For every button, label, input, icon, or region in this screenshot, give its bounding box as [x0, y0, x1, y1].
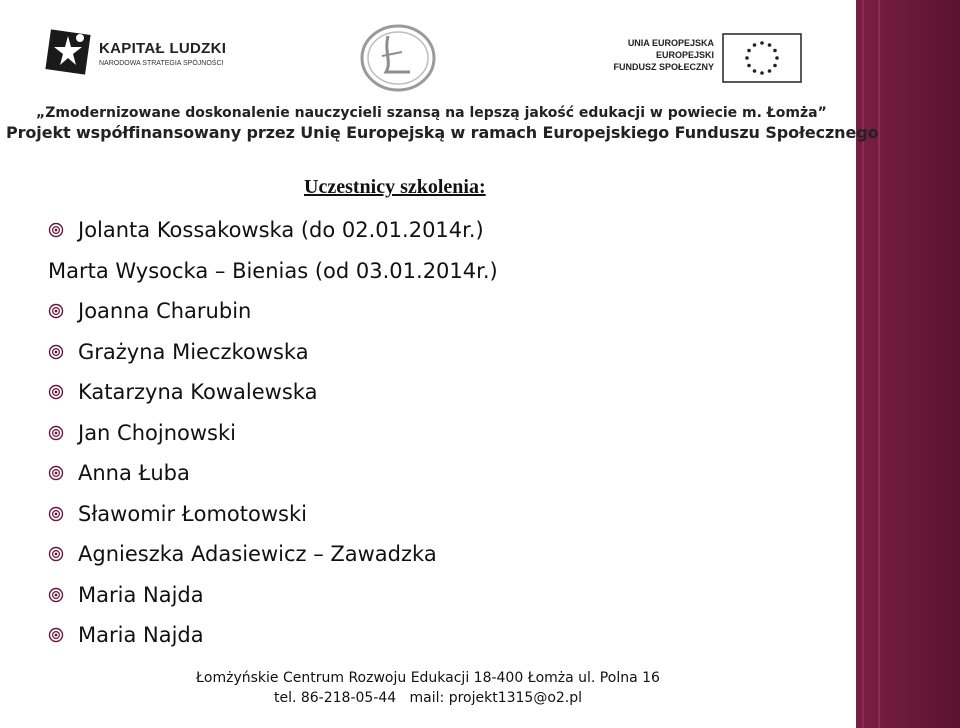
kapital-ludzki-title: KAPITAŁ LUDZKI	[99, 40, 227, 57]
eu-star-icon	[747, 64, 751, 68]
list-item	[48, 291, 498, 332]
list-item	[48, 534, 498, 575]
slide-footer	[0, 668, 856, 708]
list-item	[48, 453, 498, 494]
eu-star-icon	[768, 69, 772, 73]
participant-name: Sławomir Łomotowski	[78, 501, 307, 526]
participant-name: Agnieszka Adasiewicz – Zawadzka	[78, 542, 437, 567]
eu-logo-text	[613, 37, 714, 73]
eu-star-icon	[760, 41, 764, 45]
list-item	[48, 615, 498, 656]
participants-heading: Uczestnicy szkolenia:	[304, 176, 486, 198]
slide-header	[0, 0, 879, 150]
participant-name: Maria Najda	[78, 582, 204, 607]
participant-name: Anna Łuba	[78, 461, 190, 486]
eu-star-icon	[745, 56, 749, 60]
band-stripe	[878, 0, 880, 728]
participant-name: Grażyna Mieczkowska	[78, 339, 309, 364]
eu-star-icon	[753, 43, 757, 47]
list-item	[48, 372, 498, 413]
eu-line-3: FUNDUSZ SPOŁECZNY	[613, 62, 714, 72]
target-bullet-icon	[48, 425, 78, 441]
participant-name: Marta Wysocka – Bienias (od 03.01.2014r.)	[48, 258, 498, 283]
footer-address: Łomżyńskie Centrum Rozwoju Edukacji 18-400 Łomża ul. Polna 16	[196, 670, 660, 686]
participant-name: Maria Najda	[78, 623, 204, 648]
target-bullet-icon	[48, 627, 78, 643]
lcre-logo-icon	[358, 22, 438, 94]
list-item	[48, 251, 498, 292]
list-item	[48, 494, 498, 535]
eu-flag-icon	[722, 33, 802, 83]
band-stripe	[862, 0, 864, 728]
target-bullet-icon	[48, 506, 78, 522]
eu-star-icon	[768, 43, 772, 47]
eu-star-icon	[747, 49, 751, 53]
kapital-ludzki-logo	[42, 26, 242, 86]
target-bullet-icon	[48, 465, 78, 481]
eu-logo	[612, 33, 802, 83]
list-item	[48, 575, 498, 616]
target-bullet-icon	[48, 384, 78, 400]
project-title: „Zmodernizowane doskonalenie nauczycieli szansą na lepszą jakość edukacji w powiecie m. Łomża”	[36, 105, 827, 121]
kapital-ludzki-subtitle: NARODOWA STRATEGIA SPÓJNOŚCI	[99, 60, 224, 67]
eu-line-2: EUROPEJSKI	[655, 50, 714, 60]
decorative-side-band	[856, 0, 960, 728]
list-item	[48, 332, 498, 373]
eu-line-1: UNIA EUROPEJSKA	[627, 38, 714, 48]
participant-name: Joanna Charubin	[78, 299, 252, 324]
participant-name: Jolanta Kossakowska (do 02.01.2014r.)	[78, 218, 484, 243]
footer-contact: tel. 86-218-05-44 mail: projekt1315@o2.pl	[273, 690, 583, 706]
list-item	[48, 210, 498, 251]
target-bullet-icon	[48, 222, 78, 238]
eu-star-icon	[760, 71, 764, 75]
eu-star-icon	[773, 49, 777, 53]
eu-star-icon	[773, 64, 777, 68]
eu-star-icon	[775, 56, 779, 60]
target-bullet-icon	[48, 587, 78, 603]
list-item	[48, 413, 498, 454]
kapital-ludzki-star-icon	[42, 26, 94, 78]
participant-name: Katarzyna Kowalewska	[78, 380, 318, 405]
cofinancing-note: Projekt współfinansowany przez Unię Europejską w ramach Europejskiego Funduszu Społecznego	[6, 123, 879, 142]
target-bullet-icon	[48, 303, 78, 319]
participant-name: Jan Chojnowski	[78, 420, 236, 445]
eu-star-icon	[753, 69, 757, 73]
target-bullet-icon	[48, 344, 78, 360]
participants-list	[48, 210, 498, 656]
target-bullet-icon	[48, 546, 78, 562]
